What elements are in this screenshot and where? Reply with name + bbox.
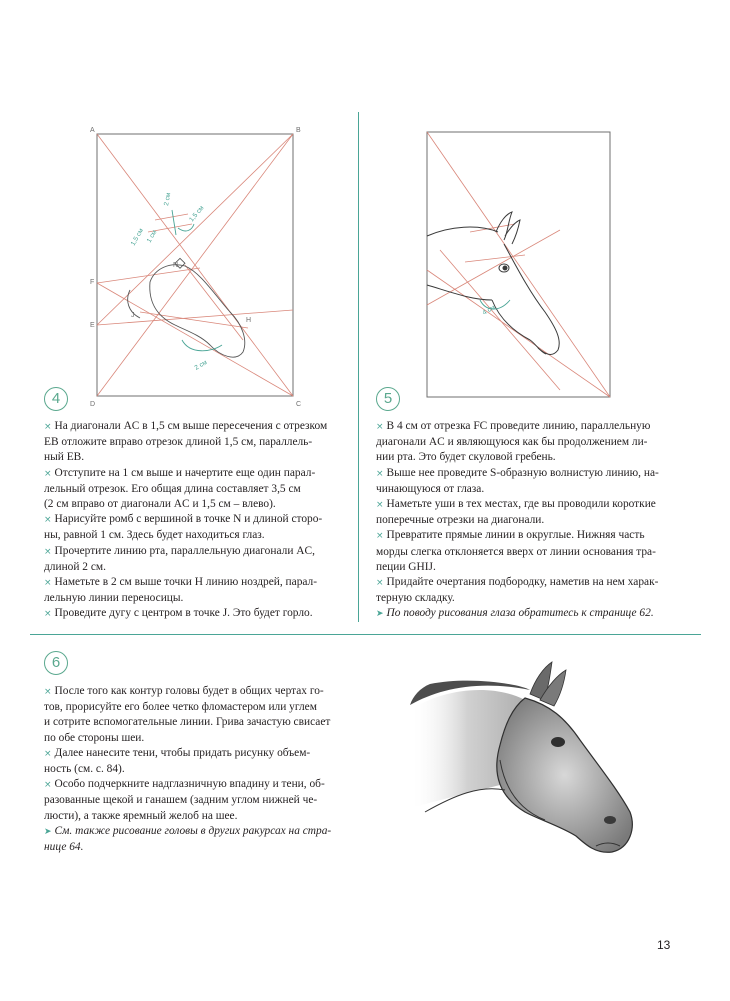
- text-line-content: См. также рисование головы в других ракурсах на стра-: [54, 824, 332, 837]
- text-line-content: ный EB.: [44, 451, 85, 464]
- text-line-content: лельный отрезок. Его общая длина составляет 3,5 см: [44, 482, 301, 495]
- measure-label-5: 2 см: [193, 359, 209, 372]
- text-line: [44, 824, 344, 840]
- horse-mane-top: [427, 227, 498, 236]
- bullet-icon: ×: [44, 468, 52, 479]
- point-h: H: [246, 317, 252, 324]
- text-line-content: По поводу рисования глаза обратитесь к странице 62.: [386, 607, 654, 620]
- bullet-icon: ×: [376, 578, 384, 589]
- bullet-icon: ×: [376, 468, 384, 479]
- corner-d: D: [90, 401, 96, 408]
- text-line-content: Выше нее проведите S-образную волнистую линию, на-: [386, 466, 659, 479]
- bullet-icon: ×: [44, 609, 52, 620]
- text-line: [44, 544, 344, 560]
- step-6-text: [44, 684, 344, 855]
- text-line: [44, 840, 344, 855]
- column-divider: [358, 112, 359, 622]
- line-nose: [185, 265, 243, 340]
- diagram-step-5: [420, 120, 620, 405]
- text-line: [376, 419, 676, 435]
- text-line: [44, 575, 344, 591]
- text-line-content: Нарисуйте ромб с вершиной в точке N и длиной сторо-: [54, 513, 323, 526]
- measure-label-4: 1,5 см: [188, 204, 206, 224]
- measure-label-5b: 4 см: [481, 304, 497, 317]
- text-line-content: лельную линии переносицы.: [44, 592, 184, 605]
- step-5-number: 5: [376, 387, 400, 411]
- text-line: [44, 731, 344, 746]
- text-line: [44, 715, 344, 730]
- text-line: [44, 700, 344, 715]
- text-line-content: В 4 см от отрезка FC проведите линию, параллельную: [386, 420, 651, 432]
- text-line-content: Проведите дугу с центром в точке J. Это будет горло.: [54, 607, 313, 620]
- text-line: [44, 512, 344, 528]
- text-line-content: пеции GHIJ.: [376, 560, 436, 573]
- line-e-horizontal: [97, 310, 293, 325]
- horse-head-outline-4: [150, 265, 245, 357]
- horse-head-drawing: [405, 655, 645, 860]
- text-line: [44, 466, 344, 482]
- text-line-content: чинающуюся от глаза.: [376, 482, 485, 495]
- bullet-icon: ×: [44, 780, 52, 791]
- measure-label-2: 1 см: [145, 229, 159, 244]
- text-line-content: и сотрите вспомогательные линии. Грива зачастую свисает: [44, 716, 331, 729]
- text-line: [44, 606, 344, 622]
- measure-label-3: 2 см: [163, 192, 173, 207]
- text-line: [376, 528, 676, 544]
- text-line-content: ны, равной 1 см. Здесь будет находиться глаз.: [44, 529, 265, 542]
- text-line: [44, 746, 344, 762]
- text-line: [44, 684, 344, 700]
- text-line-content: На диагонали AC в 1,5 см выше пересечения с отрезком: [54, 420, 328, 432]
- face-line-5: [504, 244, 559, 354]
- text-line: [44, 528, 344, 543]
- measure-tick-1: [172, 210, 176, 235]
- text-line: [376, 450, 676, 465]
- measure-arc-2: [182, 340, 222, 351]
- step-4-number: 4: [44, 387, 68, 411]
- measure-label-1: 1,5 см: [129, 227, 146, 247]
- head-6: [497, 698, 632, 852]
- text-line-content: нии рта. Это будет скуловой гребень.: [376, 451, 556, 464]
- text-line-content: люсти), а также яремный желоб на шее.: [44, 809, 238, 822]
- text-line-content: по обе стороны шеи.: [44, 731, 145, 744]
- line-eb: [97, 134, 293, 325]
- arrow-icon: ➤: [376, 609, 384, 620]
- bullet-icon: ×: [376, 422, 384, 432]
- text-line: [44, 482, 344, 497]
- text-line: [376, 482, 676, 497]
- step-6-number: 6: [44, 651, 68, 675]
- step-4-text: [44, 419, 344, 623]
- bullet-icon: ×: [44, 546, 52, 557]
- text-line-content: Особо подчеркните надглазничную впадину и тени, об-: [54, 778, 325, 791]
- text-line: [44, 560, 344, 575]
- corner-a: A: [90, 127, 95, 134]
- nostril-6: [604, 816, 616, 824]
- text-line: [376, 466, 676, 482]
- text-line-content: разованные щекой и ганашем (задним углом нижней че-: [44, 794, 318, 807]
- text-line: [44, 435, 344, 450]
- text-line-content: Наметьте в 2 см выше точки H линию ноздрей, парал-: [54, 576, 318, 589]
- point-n: N: [173, 262, 179, 269]
- text-line-content: Отступите на 1 см выше и начертите еще один парал-: [54, 466, 316, 479]
- text-line-content: Далее нанесите тени, чтобы придать рисунку объем-: [54, 746, 311, 759]
- text-line: [376, 435, 676, 450]
- text-line-content: (2 см вправо от диагонали AC и 1,5 см – влево).: [44, 498, 276, 511]
- text-line: [376, 575, 676, 591]
- point-f: F: [90, 279, 95, 286]
- text-line: [44, 793, 344, 808]
- text-line-content: длиной 2 см.: [44, 560, 106, 573]
- text-line-content: тов, прорисуйте его более четко фломастером или углем: [44, 701, 317, 714]
- bullet-icon: ×: [44, 748, 52, 759]
- bullet-icon: ×: [44, 578, 52, 589]
- text-line: [44, 762, 344, 777]
- point-j: J: [131, 312, 135, 319]
- text-line: [376, 606, 676, 622]
- text-line: [376, 545, 676, 560]
- text-line: [44, 497, 344, 512]
- text-line-content: Придайте очертания подбородку, наметив на нем харак-: [386, 576, 659, 589]
- text-line: [376, 591, 676, 606]
- text-line-content: Превратите прямые линии в округлые. Нижняя часть: [386, 529, 645, 542]
- bullet-icon: ×: [376, 500, 384, 511]
- text-line-content: морды слегка отклоняется вверх от линии основания тра-: [376, 545, 656, 558]
- bullet-icon: ×: [44, 422, 52, 432]
- line-f-horizontal: [97, 268, 200, 283]
- text-line-content: терную складку.: [376, 592, 455, 605]
- segment-2: [155, 214, 188, 220]
- text-line-content: нице 64.: [44, 841, 84, 854]
- eye-6: [551, 737, 565, 747]
- text-line-content: ность (см. с. 84).: [44, 763, 125, 776]
- bullet-icon: ×: [376, 531, 384, 542]
- text-line: [44, 777, 344, 793]
- text-line-content: Прочертите линию рта, параллельную диагонали AC,: [54, 544, 315, 557]
- line-eb-5: [427, 230, 560, 305]
- step-5-text: [376, 419, 676, 623]
- text-line-content: поперечные отрезки на диагонали.: [376, 514, 545, 527]
- point-e: E: [90, 322, 95, 329]
- text-line: [44, 450, 344, 465]
- text-line: [44, 419, 344, 435]
- text-line: [44, 591, 344, 606]
- corner-b: B: [296, 127, 301, 134]
- section-divider: [30, 634, 701, 635]
- arrow-icon: ➤: [44, 826, 52, 837]
- text-line-content: EB отложите вправо отрезок длиной 1,5 см, параллель-: [44, 436, 313, 449]
- text-line: [376, 560, 676, 575]
- text-line: [376, 513, 676, 528]
- diagonal-ac-5: [427, 132, 610, 397]
- text-line: [376, 497, 676, 513]
- page-number: 13: [657, 938, 671, 952]
- text-line: [44, 809, 344, 824]
- line-fc: [97, 283, 293, 396]
- text-line-content: Наметьте уши в тех местах, где вы проводили короткие: [386, 498, 656, 511]
- text-line-content: После того как контур головы будет в общих чертах го-: [54, 685, 324, 697]
- ear-2: [505, 220, 520, 244]
- bullet-icon: ×: [44, 687, 52, 697]
- diagram-step-4: [80, 120, 310, 420]
- corner-c: C: [296, 401, 302, 408]
- bullet-icon: ×: [44, 515, 52, 526]
- text-line-content: диагонали AC и являющуюся как бы продолжением ли-: [376, 436, 648, 449]
